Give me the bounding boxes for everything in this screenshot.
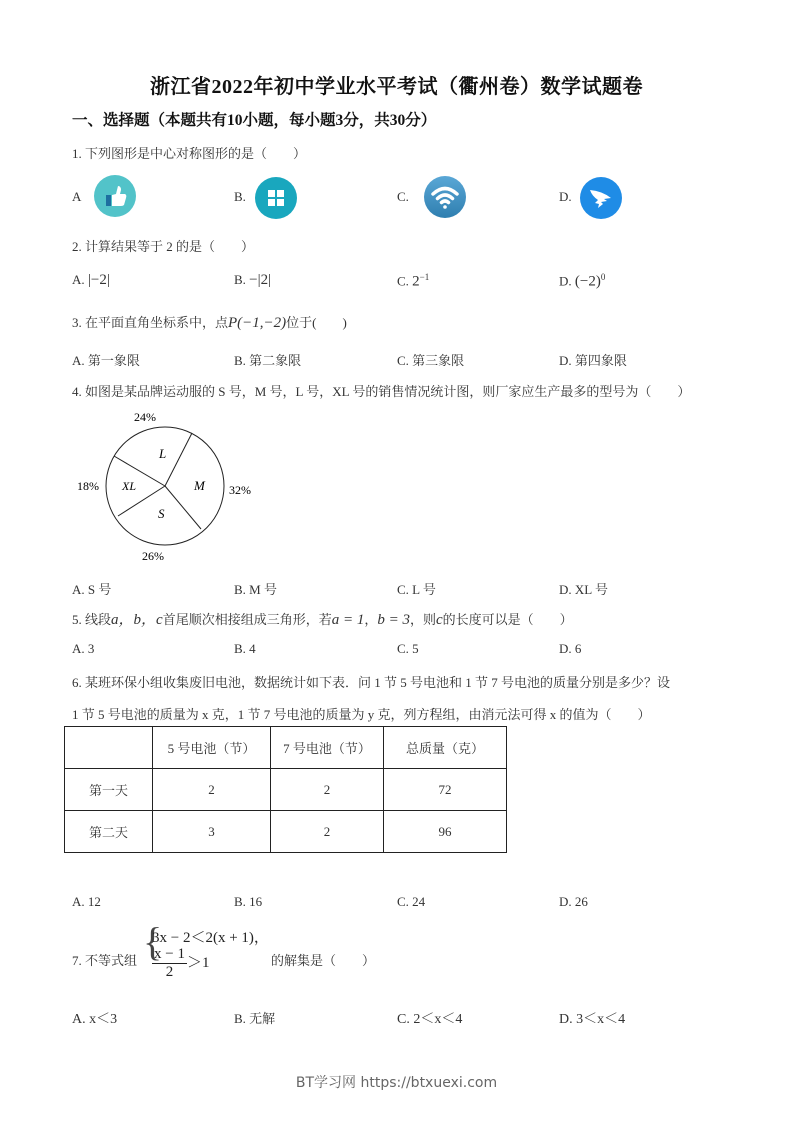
question-3-stem: 3. 在平面直角坐标系中，点P(−1,−2)位于( ): [72, 315, 347, 331]
q7-option-c: C. 2＜x＜4: [397, 1012, 463, 1027]
q6-option-d: D. 26: [559, 894, 588, 909]
question-7-stem-prefix: 7. 不等式组: [72, 953, 138, 968]
q4-option-a: A. S 号: [72, 582, 112, 597]
svg-text:M: M: [194, 478, 205, 493]
footer-watermark: BT学习网 https://btxuexi.com: [295, 1075, 498, 1091]
question-4-stem: 4. 如图是某品牌运动服的 S 号，M 号，L 号，XL 号的销售情况统计图，则厂家应生产最多的型号为（ ）: [72, 384, 691, 399]
q5-option-d: D. 6: [559, 641, 582, 656]
q2-option-a: A. |−2|: [72, 272, 110, 288]
q1-option-b-label: B.: [234, 189, 246, 204]
q5-option-a: A. 3: [72, 641, 95, 656]
q7-option-a: A. x＜3: [72, 1012, 118, 1027]
battery-table: [64, 726, 507, 853]
q7-option-b: B. 无解: [234, 1011, 276, 1026]
q5-option-b: B. 4: [234, 641, 256, 656]
table-header-row: 5 号电池（节） 7 号电池（节） 总质量（克）: [65, 727, 507, 769]
svg-text:XL: XL: [122, 479, 137, 493]
table-row: 第一天 2 2 72: [65, 769, 507, 811]
inequality-1: 3x − 2＜2(x + 1)，: [152, 930, 269, 946]
svg-text:18%: 18%: [77, 479, 99, 493]
section-heading: 一、选择题（本题共有10小题，每小题3分，共30分）: [72, 112, 437, 129]
svg-text:L: L: [159, 446, 167, 461]
svg-text:26%: 26%: [142, 549, 164, 563]
q5-option-c: C. 5: [397, 641, 419, 656]
pie-chart: [65, 400, 265, 570]
q4-option-d: D. XL 号: [559, 582, 608, 597]
question-6-stem-line2: 1 节 5 号电池的质量为 x 克，1 节 7 号电池的质量为 y 克，列方程组，由消元法可得 x 的值为（ ）: [72, 707, 651, 722]
q4-option-b: B. M 号: [234, 582, 277, 597]
q1-option-a-label: A: [72, 189, 82, 204]
q3-option-b: B. 第二象限: [234, 353, 302, 368]
q2-option-b: B. −|2|: [234, 272, 272, 288]
svg-text:S: S: [158, 506, 165, 521]
table-row: 第二天 3 2 96: [65, 811, 507, 853]
q2-option-d: D. $(-2)^0$: [559, 272, 606, 290]
question-5-stem: 5. 线段a，b，c首尾顺次相接组成三角形，若a = 1，b = 3，则c的长度可以是（ ）: [72, 612, 573, 628]
q3-option-d: D. 第四象限: [559, 353, 627, 368]
svg-text:24%: 24%: [134, 410, 156, 424]
q2-option-c: C. $2^{-1}$: [397, 272, 430, 290]
question-6-stem-line1: 6. 某班环保小组收集废旧电池，数据统计如下表．问 1 节 5 号电池和 1 节 7 号电池的质量分别是多少？设: [72, 675, 671, 690]
dingtalk-wing-icon: [580, 177, 622, 219]
q6-option-c: C. 24: [397, 894, 426, 909]
question-1-stem: 1. 下列图形是中心对称图形的是（ ）: [72, 146, 307, 161]
q1-option-d-label: D.: [559, 189, 572, 204]
question-2-stem: 2. 计算结果等于 2 的是（ ）: [72, 239, 255, 254]
q7-option-d: D. 3＜x＜4: [559, 1012, 626, 1027]
windows-grid-icon: [255, 177, 297, 219]
q6-option-b: B. 16: [234, 894, 263, 909]
page-title: 浙江省2022年初中学业水平考试（衢州卷）数学试题卷: [150, 76, 643, 98]
inequality-2: $\frac{x - 1}{2}$ ＞1: [154, 946, 210, 980]
thumbs-up-icon: [94, 175, 136, 217]
q3-option-c: C. 第三象限: [397, 353, 465, 368]
wifi-icon: [424, 176, 466, 218]
question-7-stem-suffix: 的解集是（ ）: [271, 953, 376, 968]
q4-option-c: C. L 号: [397, 582, 436, 597]
q1-option-c-label: C.: [397, 189, 409, 204]
q6-option-a: A. 12: [72, 894, 101, 909]
svg-text:32%: 32%: [229, 483, 251, 497]
brace-icon: {: [143, 919, 163, 964]
q3-option-a: A. 第一象限: [72, 353, 140, 368]
